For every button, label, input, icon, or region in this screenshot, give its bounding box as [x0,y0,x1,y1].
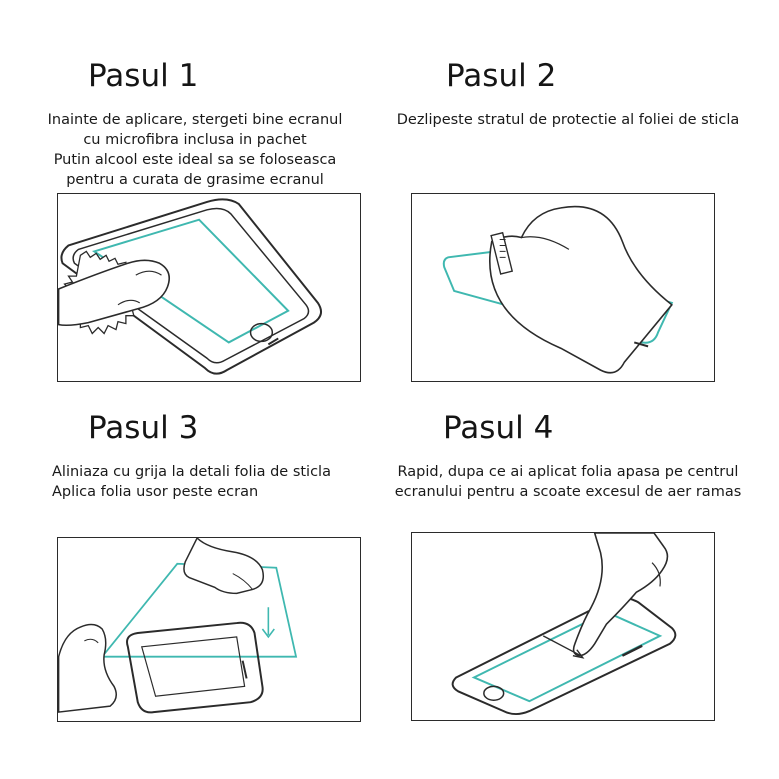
step-3-line-2: Aplica folia usor peste ecran [52,484,259,500]
step-1-line-2: cu microfibra inclusa in pachet [83,132,307,148]
step-1-illustration-panel [57,193,361,382]
step-1-line-4: pentru a curata de grasime ecranul [66,172,324,188]
step-1-line-1: Inainte de aplicare, stergeti bine ecranul [47,112,343,128]
step-3-line-1: Aliniaza cu grija la detali folia de sticla [52,464,331,480]
align-glass-icon [58,538,360,721]
step-4-line-1: Rapid, dupa ce ai aplicat folia apasa pe centrul [397,464,739,480]
step-4-line-2: ecranului pentru a scoate excesul de aer ramas [394,484,742,500]
step-3-title: Pasul 3 [88,410,199,446]
step-3-illustration-panel [57,537,361,722]
phone-wipe-cloth-icon [58,194,360,381]
step-2-illustration-panel [411,193,715,382]
step-1-description [30,110,360,190]
step-2-line-1: Dezlipeste stratul de protectie al foliei de sticla [396,112,740,128]
step-1-title: Pasul 1 [88,58,199,94]
step-2-description [396,110,740,130]
press-center-icon [412,533,714,720]
step-4-title: Pasul 4 [443,410,554,446]
step-2-title: Pasul 2 [446,58,557,94]
step-1-line-3: Putin alcool este ideal sa se foloseasca [53,152,337,168]
step-4-illustration-panel [411,532,715,721]
step-3-description [52,462,342,502]
peel-film-icon [412,194,714,381]
step-4-description [392,462,744,502]
